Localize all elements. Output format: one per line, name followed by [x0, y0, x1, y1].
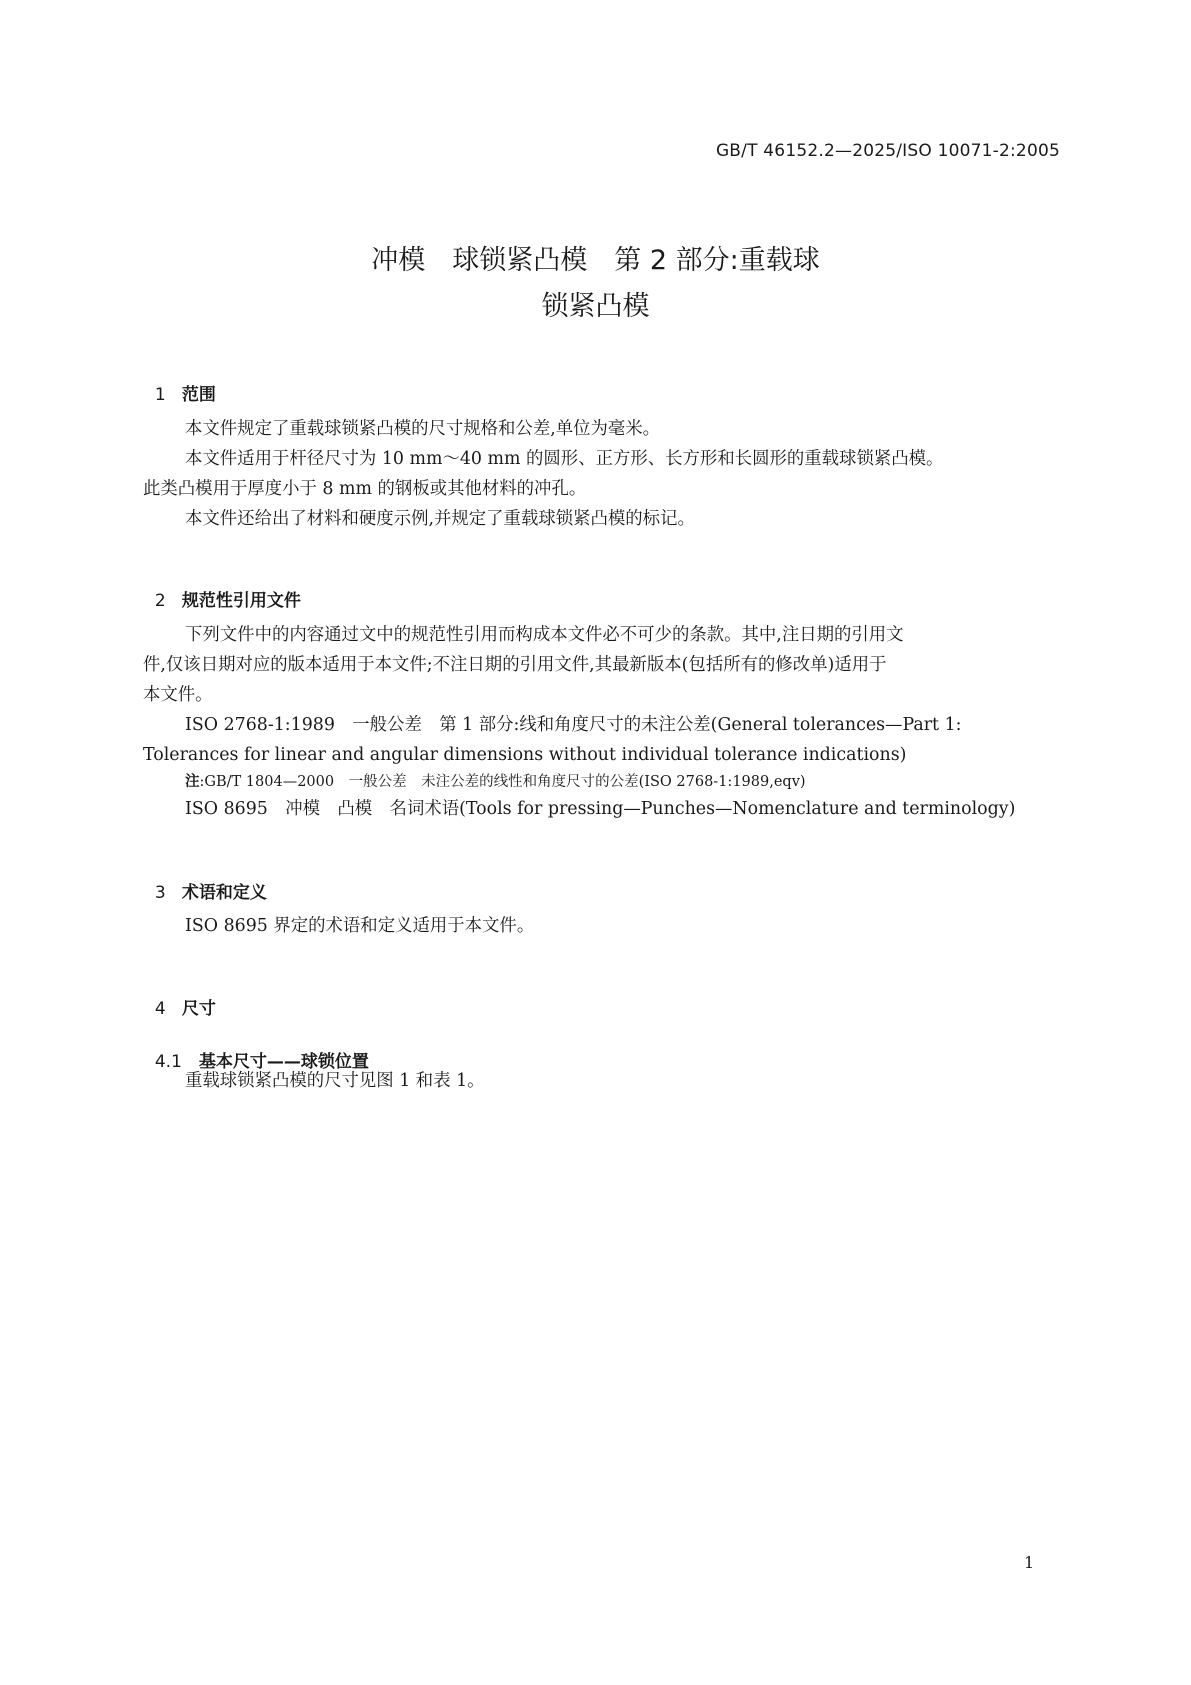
section-number: 4	[154, 999, 166, 1019]
section-number: 3	[154, 883, 166, 903]
title-line-1: 冲模 球锁紧凸模 第 2 部分:重载球	[371, 245, 820, 276]
section-title: 规范性引用文件	[181, 591, 301, 611]
section-1-body	[143, 414, 1060, 534]
section-number: 4.1	[154, 1052, 182, 1072]
section-title: 尺寸	[181, 999, 216, 1019]
section-2-body	[143, 620, 1060, 770]
normative-reference: ISO 2768-1:1989 一般公差 第 1 部分:线和角度尺寸的未注公差(General tolerances—Part 1:	[185, 715, 962, 735]
note-text: :GB/T 1804—2000 一般公差 未注公差的线性和角度尺寸的公差(ISO 2768-1:1989,eqv)	[199, 774, 806, 790]
paragraph: 本文件还给出了材料和硬度示例,并规定了重载球锁紧凸模的标记。	[185, 509, 695, 529]
section-3-body	[143, 911, 1060, 941]
paragraph-continuation: 此类凸模用于厚度小于 8 mm 的钢板或其他材料的冲孔。	[143, 479, 587, 499]
section-2-body-continued	[143, 794, 1060, 824]
note-label: 注	[185, 774, 200, 790]
paragraph: ISO 8695 界定的术语和定义适用于本文件。	[185, 916, 535, 936]
paragraph: 下列文件中的内容通过文中的规范性引用而构成本文件必不可少的条款。其中,注日期的引用文	[185, 625, 904, 645]
normative-reference-continuation: Tolerances for linear and angular dimensions without individual tolerance indications)	[143, 745, 907, 765]
normative-reference: ISO 8695 冲模 凸模 名词术语(Tools for pressing—Punches—Nomenclature and terminology)	[185, 799, 1016, 819]
section-title: 术语和定义	[181, 883, 267, 903]
section-3-heading	[143, 858, 267, 903]
section-1-heading	[143, 360, 216, 405]
section-number: 2	[154, 591, 166, 611]
section-title: 基本尺寸——球锁位置	[198, 1052, 369, 1072]
paragraph: 本文件规定了重载球锁紧凸模的尺寸规格和公差,单位为毫米。	[185, 419, 661, 439]
paragraph-continuation: 件,仅该日期对应的版本适用于本文件;不注日期的引用文件,其最新版本(包括所有的修改单)适用于	[143, 655, 887, 675]
title-line-2: 锁紧凸模	[541, 291, 650, 322]
paragraph: 本文件适用于杆径尺寸为 10 mm～40 mm 的圆形、正方形、长方形和长圆形的重载球锁紧凸模。	[185, 449, 944, 469]
document-title	[0, 238, 1191, 330]
page-number: 1	[1024, 1553, 1035, 1572]
section-2-heading	[143, 566, 301, 611]
paragraph: 重载球锁紧凸模的尺寸见图 1 和表 1。	[185, 1071, 485, 1091]
section-title: 范围	[181, 385, 216, 405]
section-4-heading	[143, 974, 216, 1019]
reference-note	[185, 770, 806, 794]
section-4-1-body	[143, 1066, 1060, 1096]
standard-number: GB/T 46152.2—2025/ISO 10071-2:2005	[715, 141, 1060, 161]
section-number: 1	[154, 385, 166, 405]
paragraph-continuation: 本文件。	[143, 685, 213, 705]
